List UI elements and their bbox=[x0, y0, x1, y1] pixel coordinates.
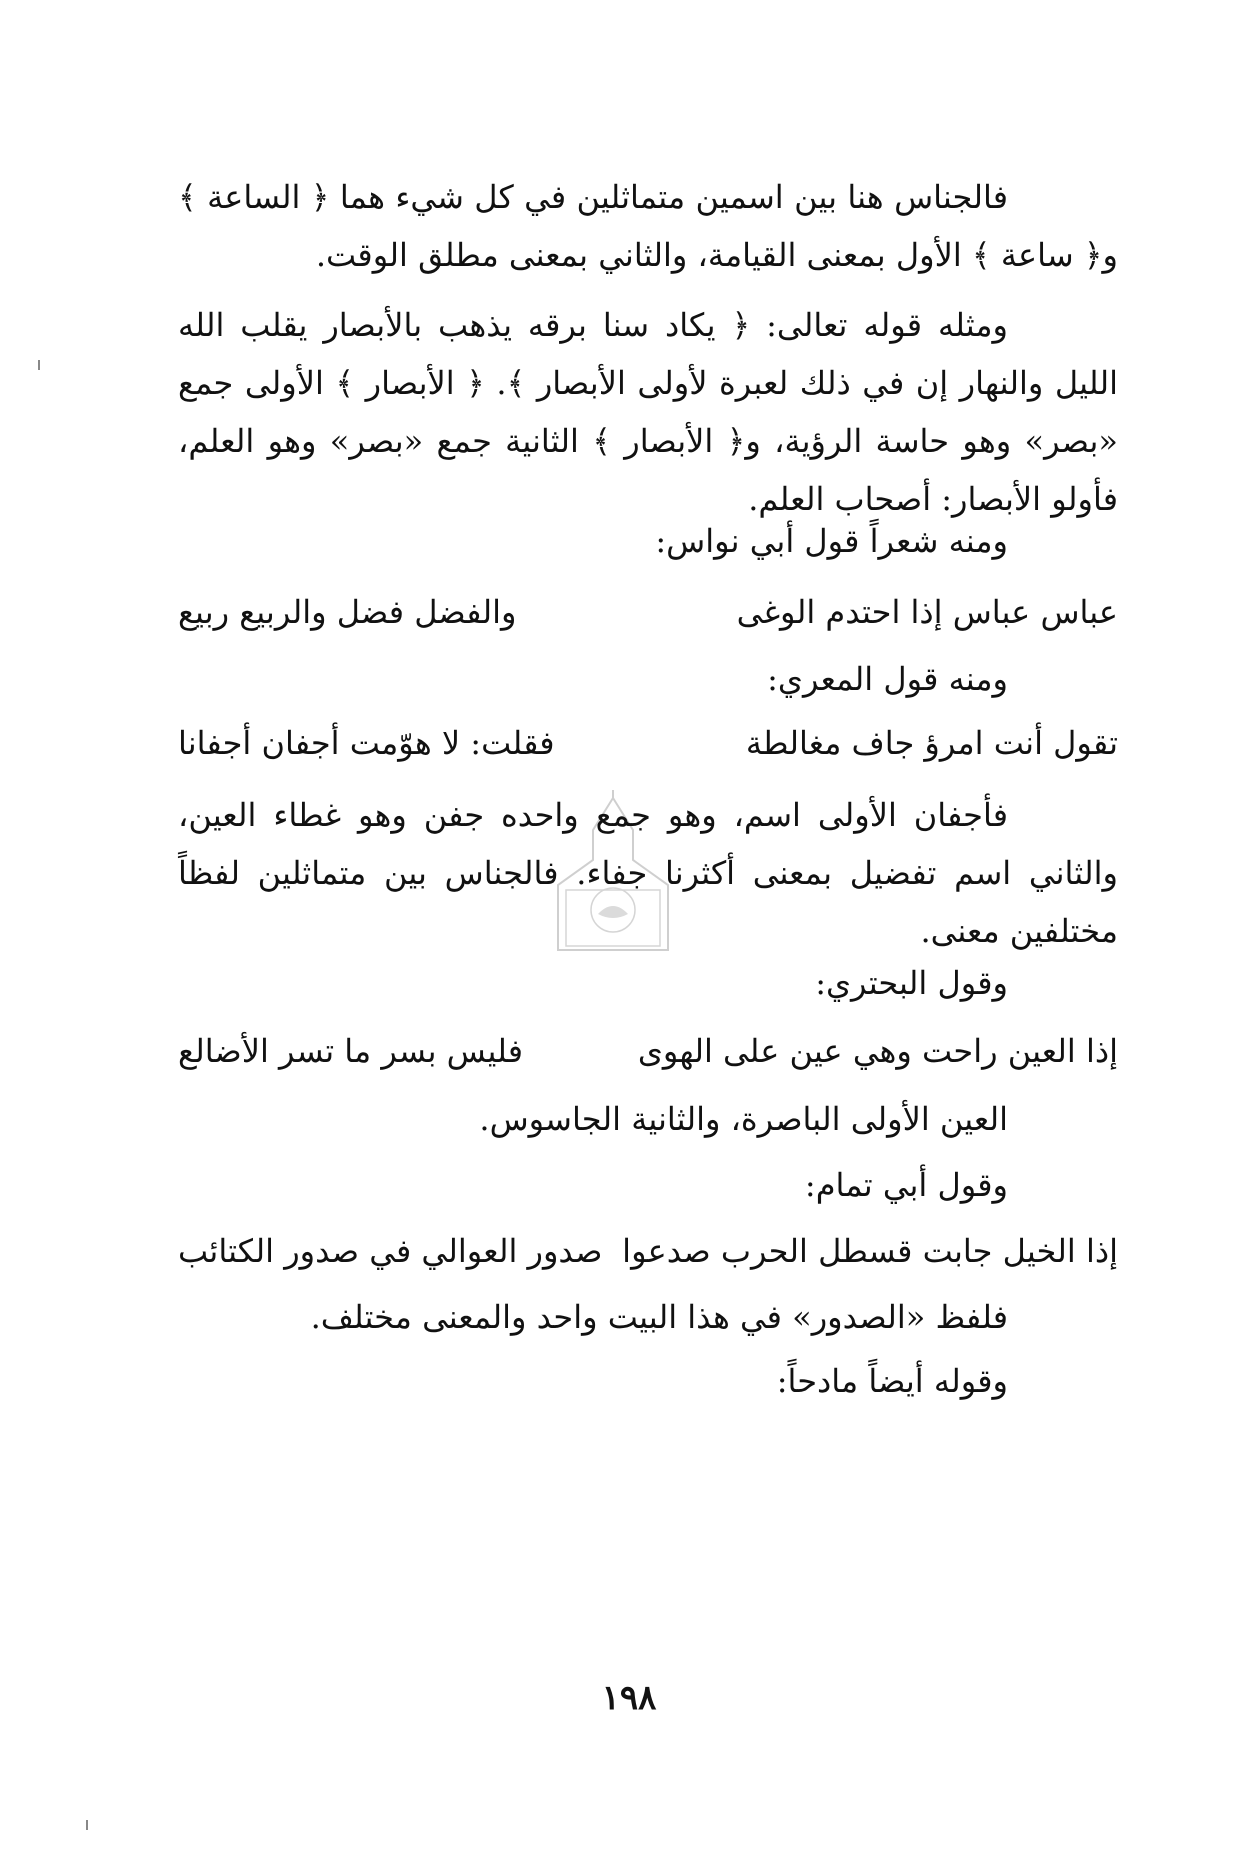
paragraph-quran-absar bbox=[178, 296, 1118, 528]
intro-abu-nuwas bbox=[178, 512, 1118, 570]
paragraph-text: وقول أبي تمام: bbox=[804, 1166, 1008, 1204]
intro-maarri bbox=[178, 650, 1118, 708]
scan-margin-mark bbox=[86, 1820, 88, 1830]
paragraph-text: فلفظ «الصدور» في هذا البيت واحد والمعنى مختلف. bbox=[310, 1298, 1008, 1336]
paragraph-jinas-saa bbox=[178, 168, 1118, 284]
verse-abu-nuwas bbox=[178, 583, 1118, 641]
paragraph-ajfan bbox=[178, 786, 1118, 960]
verse-second-hemistich: صدور العوالي في صدور الكتائب bbox=[178, 1232, 603, 1270]
verse-first-hemistich: عباس عباس إذا احتدم الوغى bbox=[736, 593, 1118, 631]
verse-first-hemistich: إذا العين راحت وهي عين على الهوى bbox=[637, 1032, 1118, 1070]
paragraph-text: ومنه قول المعري: bbox=[767, 660, 1008, 698]
paragraph-text: فالجناس هنا بين اسمين متماثلين في كل شيء هما ﴿ الساعة ﴾ و﴿ ساعة ﴾ الأول بمعنى القيامة، والثاني بمعنى مطلق الوقت. bbox=[178, 178, 1118, 274]
intro-madihan bbox=[178, 1352, 1118, 1410]
verse-second-hemistich: والفضل فضل والربيع ربيع bbox=[178, 593, 517, 631]
paragraph-text: وقوله أيضاً مادحاً: bbox=[776, 1362, 1008, 1400]
paragraph-text: فأجفان الأولى اسم، وهو جمع واحده جفن وهو غطاء العين، والثاني اسم تفضيل بمعنى أكثرنا جفاء. فالجناس بين متماثلين لفظاً مختلفين معنى. bbox=[178, 796, 1119, 950]
verse-second-hemistich: فقلت: لا هوّمت أجفان أجفانا bbox=[178, 724, 555, 762]
paragraph-text: العين الأولى الباصرة، والثانية الجاسوس. bbox=[479, 1100, 1008, 1138]
verse-first-hemistich: تقول أنت امرؤ جاف مغالطة bbox=[745, 724, 1118, 762]
verse-maarri bbox=[178, 714, 1118, 772]
paragraph-ayn bbox=[178, 1090, 1118, 1148]
verse-buhturi bbox=[178, 1022, 1118, 1080]
paragraph-text: ومنه شعراً قول أبي نواس: bbox=[655, 522, 1008, 560]
intro-abu-tammam bbox=[178, 1156, 1118, 1214]
paragraph-text: ومثله قوله تعالى: ﴿ يكاد سنا برقه يذهب بالأبصار يقلب الله الليل والنهار إن في ذلك لعبرة لأولى الأبصار ﴾. ﴿ الأبصار ﴾ الأولى جمع «بصر» وهو حاسة الرؤية، و﴿ الأبصار ﴾ الثانية جمع «بصر» وهو العلم، فأولو الأبصار: أصحاب العلم. bbox=[178, 306, 1119, 518]
paragraph-text: وقول البحتري: bbox=[815, 964, 1008, 1002]
page-number: ١٩٨ bbox=[601, 1678, 657, 1718]
verse-abu-tammam bbox=[178, 1222, 1118, 1280]
scan-margin-mark bbox=[38, 360, 40, 370]
paragraph-sudur bbox=[178, 1288, 1118, 1346]
verse-second-hemistich: فليس بسر ما تسر الأضالع bbox=[178, 1032, 523, 1070]
intro-buhturi bbox=[178, 954, 1118, 1012]
verse-first-hemistich: إذا الخيل جابت قسطل الحرب صدعوا bbox=[622, 1232, 1118, 1270]
